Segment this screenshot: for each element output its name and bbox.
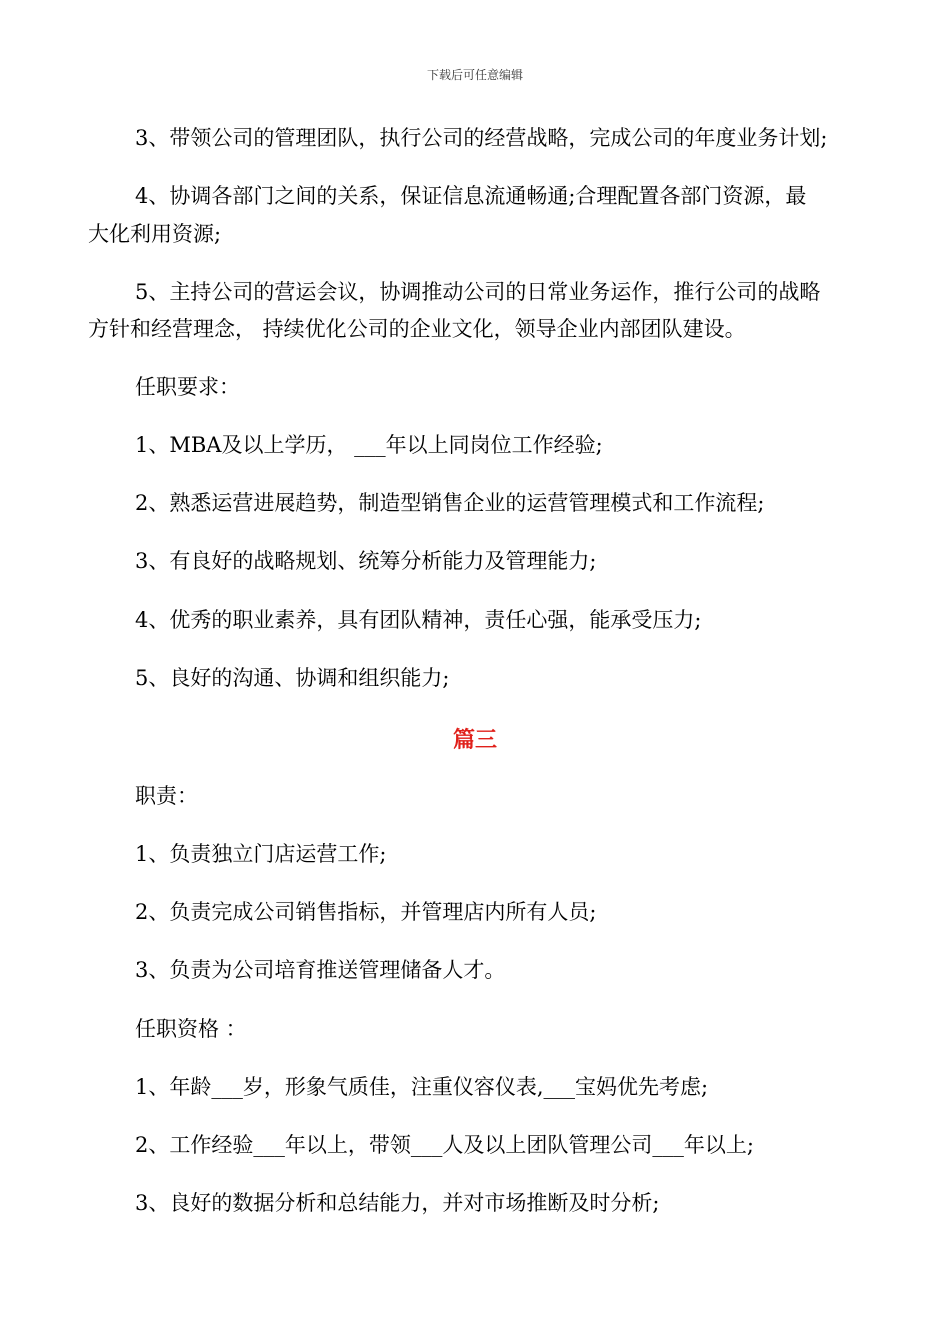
list-item: 2、工作经验___年以上，带领___人及以上团队管理公司___年以上; <box>135 1133 754 1157</box>
paragraph-line: 大化利用资源; <box>88 222 222 246</box>
paragraph-line: 5、主持公司的营运会议，协调推动公司的日常业务运作，推行公司的战略 <box>135 280 821 304</box>
section-label: 任职资格 ： <box>135 1017 247 1041</box>
section-heading: 篇三 <box>452 728 497 753</box>
list-item: 3、负责为公司培育推送管理储备人才。 <box>135 958 506 982</box>
section-label: 职责： <box>135 784 198 808</box>
list-item: 2、熟悉运营进展趋势，制造型销售企业的运营管理模式和工作流程; <box>135 491 765 515</box>
list-item: 1、MBA及以上学历， ___年以上同岗位工作经验; <box>135 433 603 457</box>
list-item: 1、负责独立门店运营工作; <box>135 842 387 866</box>
paragraph-line: 4、协调各部门之间的关系，保证信息流通畅通;合理配置各部门资源，最 <box>135 184 807 208</box>
list-item: 1、年龄___岁，形象气质佳，注重仪容仪表,___宝妈优先考虑; <box>135 1075 709 1099</box>
list-item: 3、良好的数据分析和总结能力，并对市场推断及时分析; <box>135 1191 660 1215</box>
paragraph-line: 3、带领公司的管理团队，执行公司的经营战略，完成公司的年度业务计划; <box>135 126 828 150</box>
list-item: 4、优秀的职业素养，具有团队精神，责任心强，能承受压力; <box>135 608 702 632</box>
page-header: 下载后可任意编辑 <box>426 68 523 82</box>
section-label: 任职要求： <box>135 375 240 399</box>
list-item: 3、有良好的战略规划、统筹分析能力及管理能力; <box>135 549 597 573</box>
paragraph-line: 方针和经营理念， 持续优化公司的企业文化，领导企业内部团队建设。 <box>88 317 746 341</box>
list-item: 2、负责完成公司销售指标，并管理店内所有人员; <box>135 900 597 924</box>
list-item: 5、良好的沟通、协调和组织能力; <box>135 666 450 690</box>
